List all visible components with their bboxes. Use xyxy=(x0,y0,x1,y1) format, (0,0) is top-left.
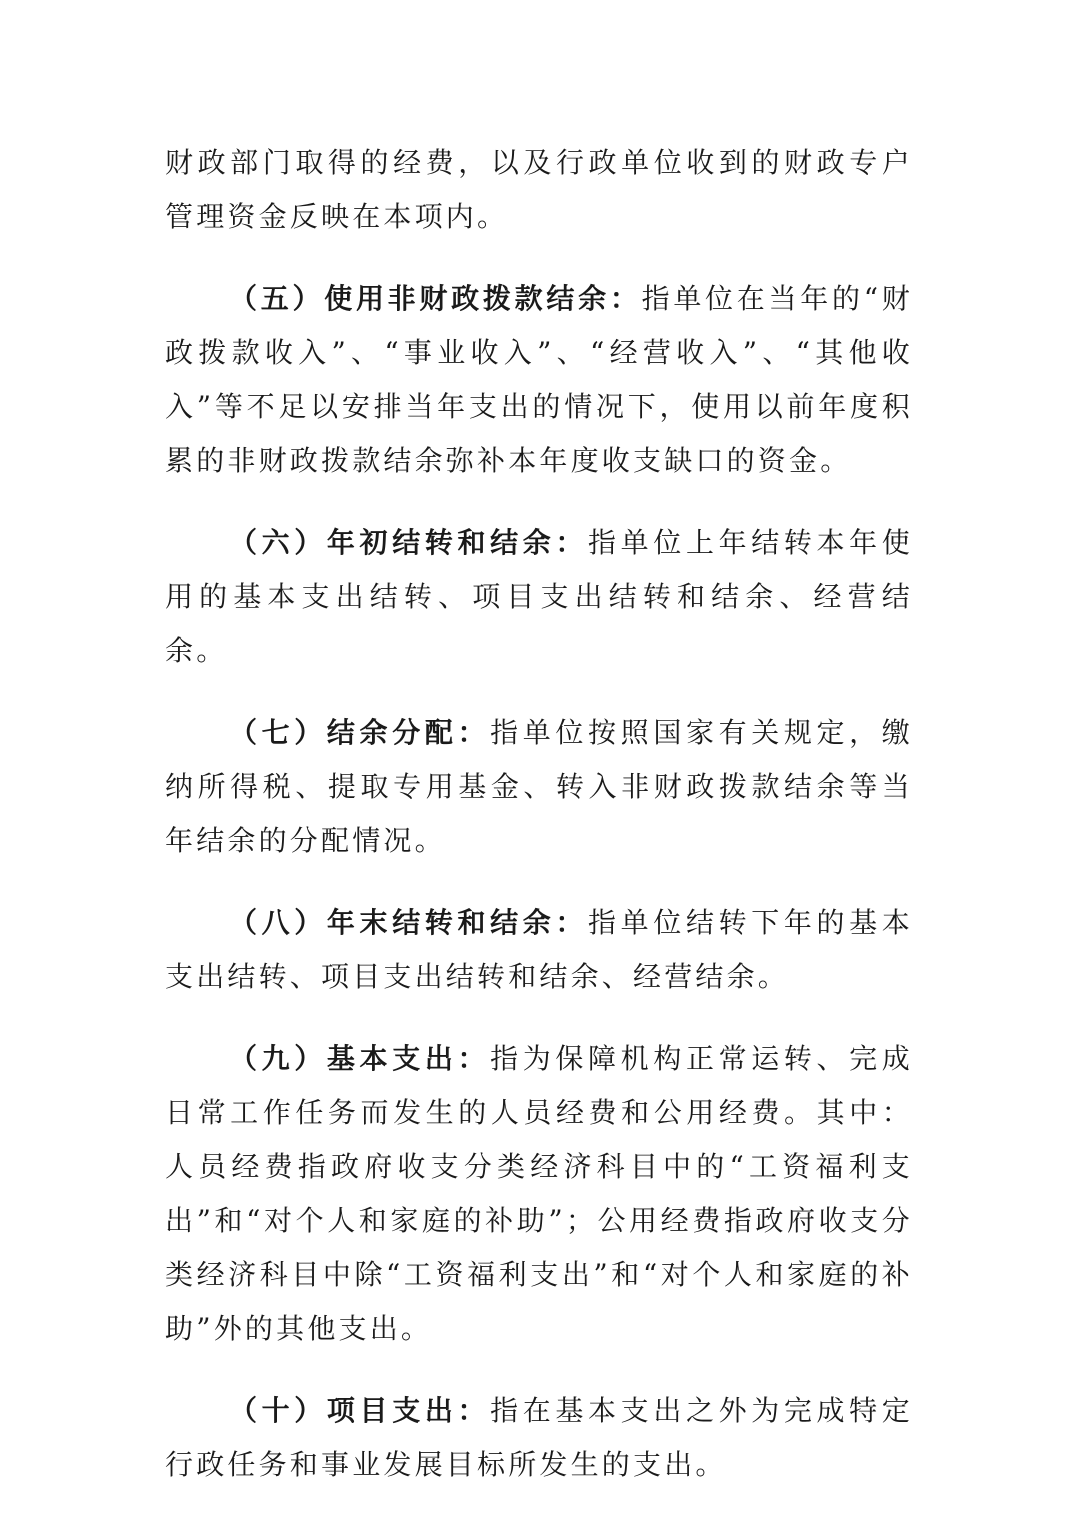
paragraph-text: 财政部门取得的经费，以及行政单位收到的财政专户管理资金反映在本项内。 xyxy=(165,146,913,233)
paragraph-item-8 xyxy=(165,896,913,1004)
paragraph-text: 指在基本支出之外为完成特定行政任务和事业发展目标所发生的支出。 xyxy=(165,1394,913,1481)
paragraph-text: 指单位在当年的“财政拨款收入”、“事业收入”、“经营收入”、“其他收入”等不足以安排当年支出的情况下，使用以前年度积累的非财政拨款结余弥补本年度收支缺口的资金。 xyxy=(165,282,913,477)
paragraph-item-6 xyxy=(165,516,913,678)
paragraph-item-7 xyxy=(165,706,913,868)
paragraph-text: 指单位结转下年的基本支出结转、项目支出结转和结余、经营结余。 xyxy=(165,906,913,993)
paragraph-term: （七）结余分配： xyxy=(229,716,491,749)
paragraph-term: （九）基本支出： xyxy=(229,1042,491,1075)
paragraph-text: 指单位上年结转本年使用的基本支出结转、项目支出结转和结余、经营结余。 xyxy=(165,526,913,667)
paragraph-text: 指单位按照国家有关规定，缴纳所得税、提取专用基金、转入非财政拨款结余等当年结余的分配情况。 xyxy=(165,716,913,857)
paragraph-item-9 xyxy=(165,1032,913,1356)
paragraph-term: （五）使用非财政拨款结余： xyxy=(229,282,642,315)
paragraph-term: （十）项目支出： xyxy=(229,1394,491,1427)
paragraph-term: （八）年末结转和结余： xyxy=(229,906,589,939)
paragraph-term: （六）年初结转和结余： xyxy=(229,526,589,559)
paragraph-continuation xyxy=(165,136,913,244)
paragraph-item-10 xyxy=(165,1384,913,1492)
paragraph-text: 指为保障机构正常运转、完成日常工作任务而发生的人员经费和公用经费。其中：人员经费指政府收支分类经济科目中的“工资福利支出”和“对个人和家庭的补助”；公用经费指政府收支分类经济科目中除“工资福利支出”和“对个人和家庭的补助”外的其他支出。 xyxy=(165,1042,913,1345)
document-page xyxy=(165,136,913,1492)
paragraph-item-5 xyxy=(165,272,913,488)
